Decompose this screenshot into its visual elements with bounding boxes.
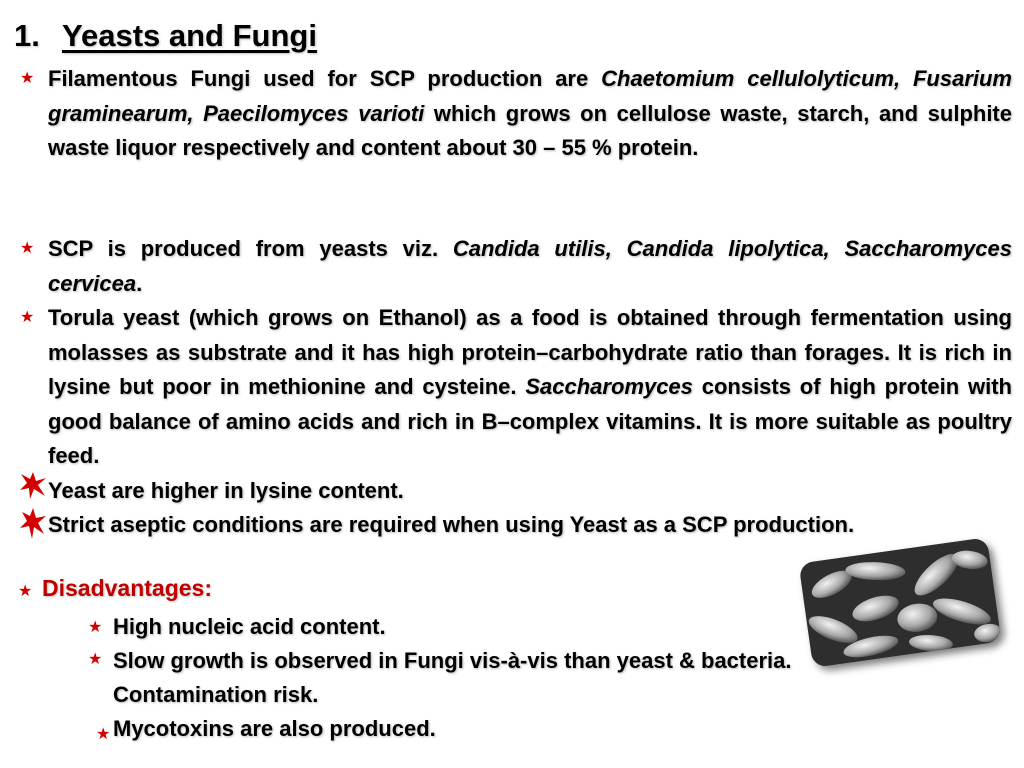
yeast-micrograph-image: [799, 537, 1002, 667]
bullet-torula-yeast: Torula yeast (which grows on Ethanol) as a food is obtained through fermentation using molasses as substrate and it has high protein–carbohydrate ratio than forages. It is rich in lysine but poor in methionine and cysteine. Saccharomyces consists of high protein with good balance of amino acids and rich in B–complex vitamins. It is more suitable as poultry feed.: [48, 305, 1012, 468]
star-icon: ★: [96, 726, 111, 743]
title-number: 1.: [14, 18, 40, 53]
disadvantage-item: Contamination risk.: [113, 682, 319, 707]
bullet-lysine: Yeast are higher in lysine content.: [48, 478, 404, 503]
star-icon: ★: [18, 583, 33, 600]
star-icon: [18, 506, 48, 540]
yeast-species: Candida utilis, Candida lipolytica, Saccharomyces cervicea: [48, 236, 1012, 296]
star-icon: ★: [20, 240, 35, 257]
bullet-scp-yeasts: SCP is produced from yeasts viz. Candida utilis, Candida lipolytica, Saccharomyces cervicea.: [48, 236, 1012, 296]
star-icon: ★: [88, 619, 103, 636]
star-icon: ★: [20, 70, 35, 87]
disadvantage-item: Mycotoxins are also produced.: [113, 716, 436, 741]
star-icon: ★: [88, 651, 103, 668]
title-text: Yeasts and Fungi: [62, 18, 317, 53]
disadvantage-item: Slow growth is observed in Fungi vis-à-vis than yeast & bacteria.: [113, 648, 792, 673]
bullet-filamentous-fungi: Filamentous Fungi used for SCP production are Chaetomium cellulolyticum, Fusarium graminearum, Paecilomyces varioti which grows on cellulose waste, starch, and sulphite waste liquor respectively and content about 30 – 55 % protein.: [48, 66, 1012, 160]
saccharomyces-term: Saccharomyces: [525, 374, 693, 399]
fungi-species: Chaetomium cellulolyticum, Fusarium graminearum, Paecilomyces varioti: [48, 66, 1012, 126]
disadvantages-heading: Disadvantages:: [42, 575, 213, 601]
star-icon: ★: [20, 309, 35, 326]
disadvantage-item: High nucleic acid content.: [113, 614, 386, 639]
star-icon: [18, 470, 48, 500]
slide-title: [14, 18, 317, 54]
bullet-aseptic: Strict aseptic conditions are required when using Yeast as a SCP production.: [48, 512, 855, 537]
